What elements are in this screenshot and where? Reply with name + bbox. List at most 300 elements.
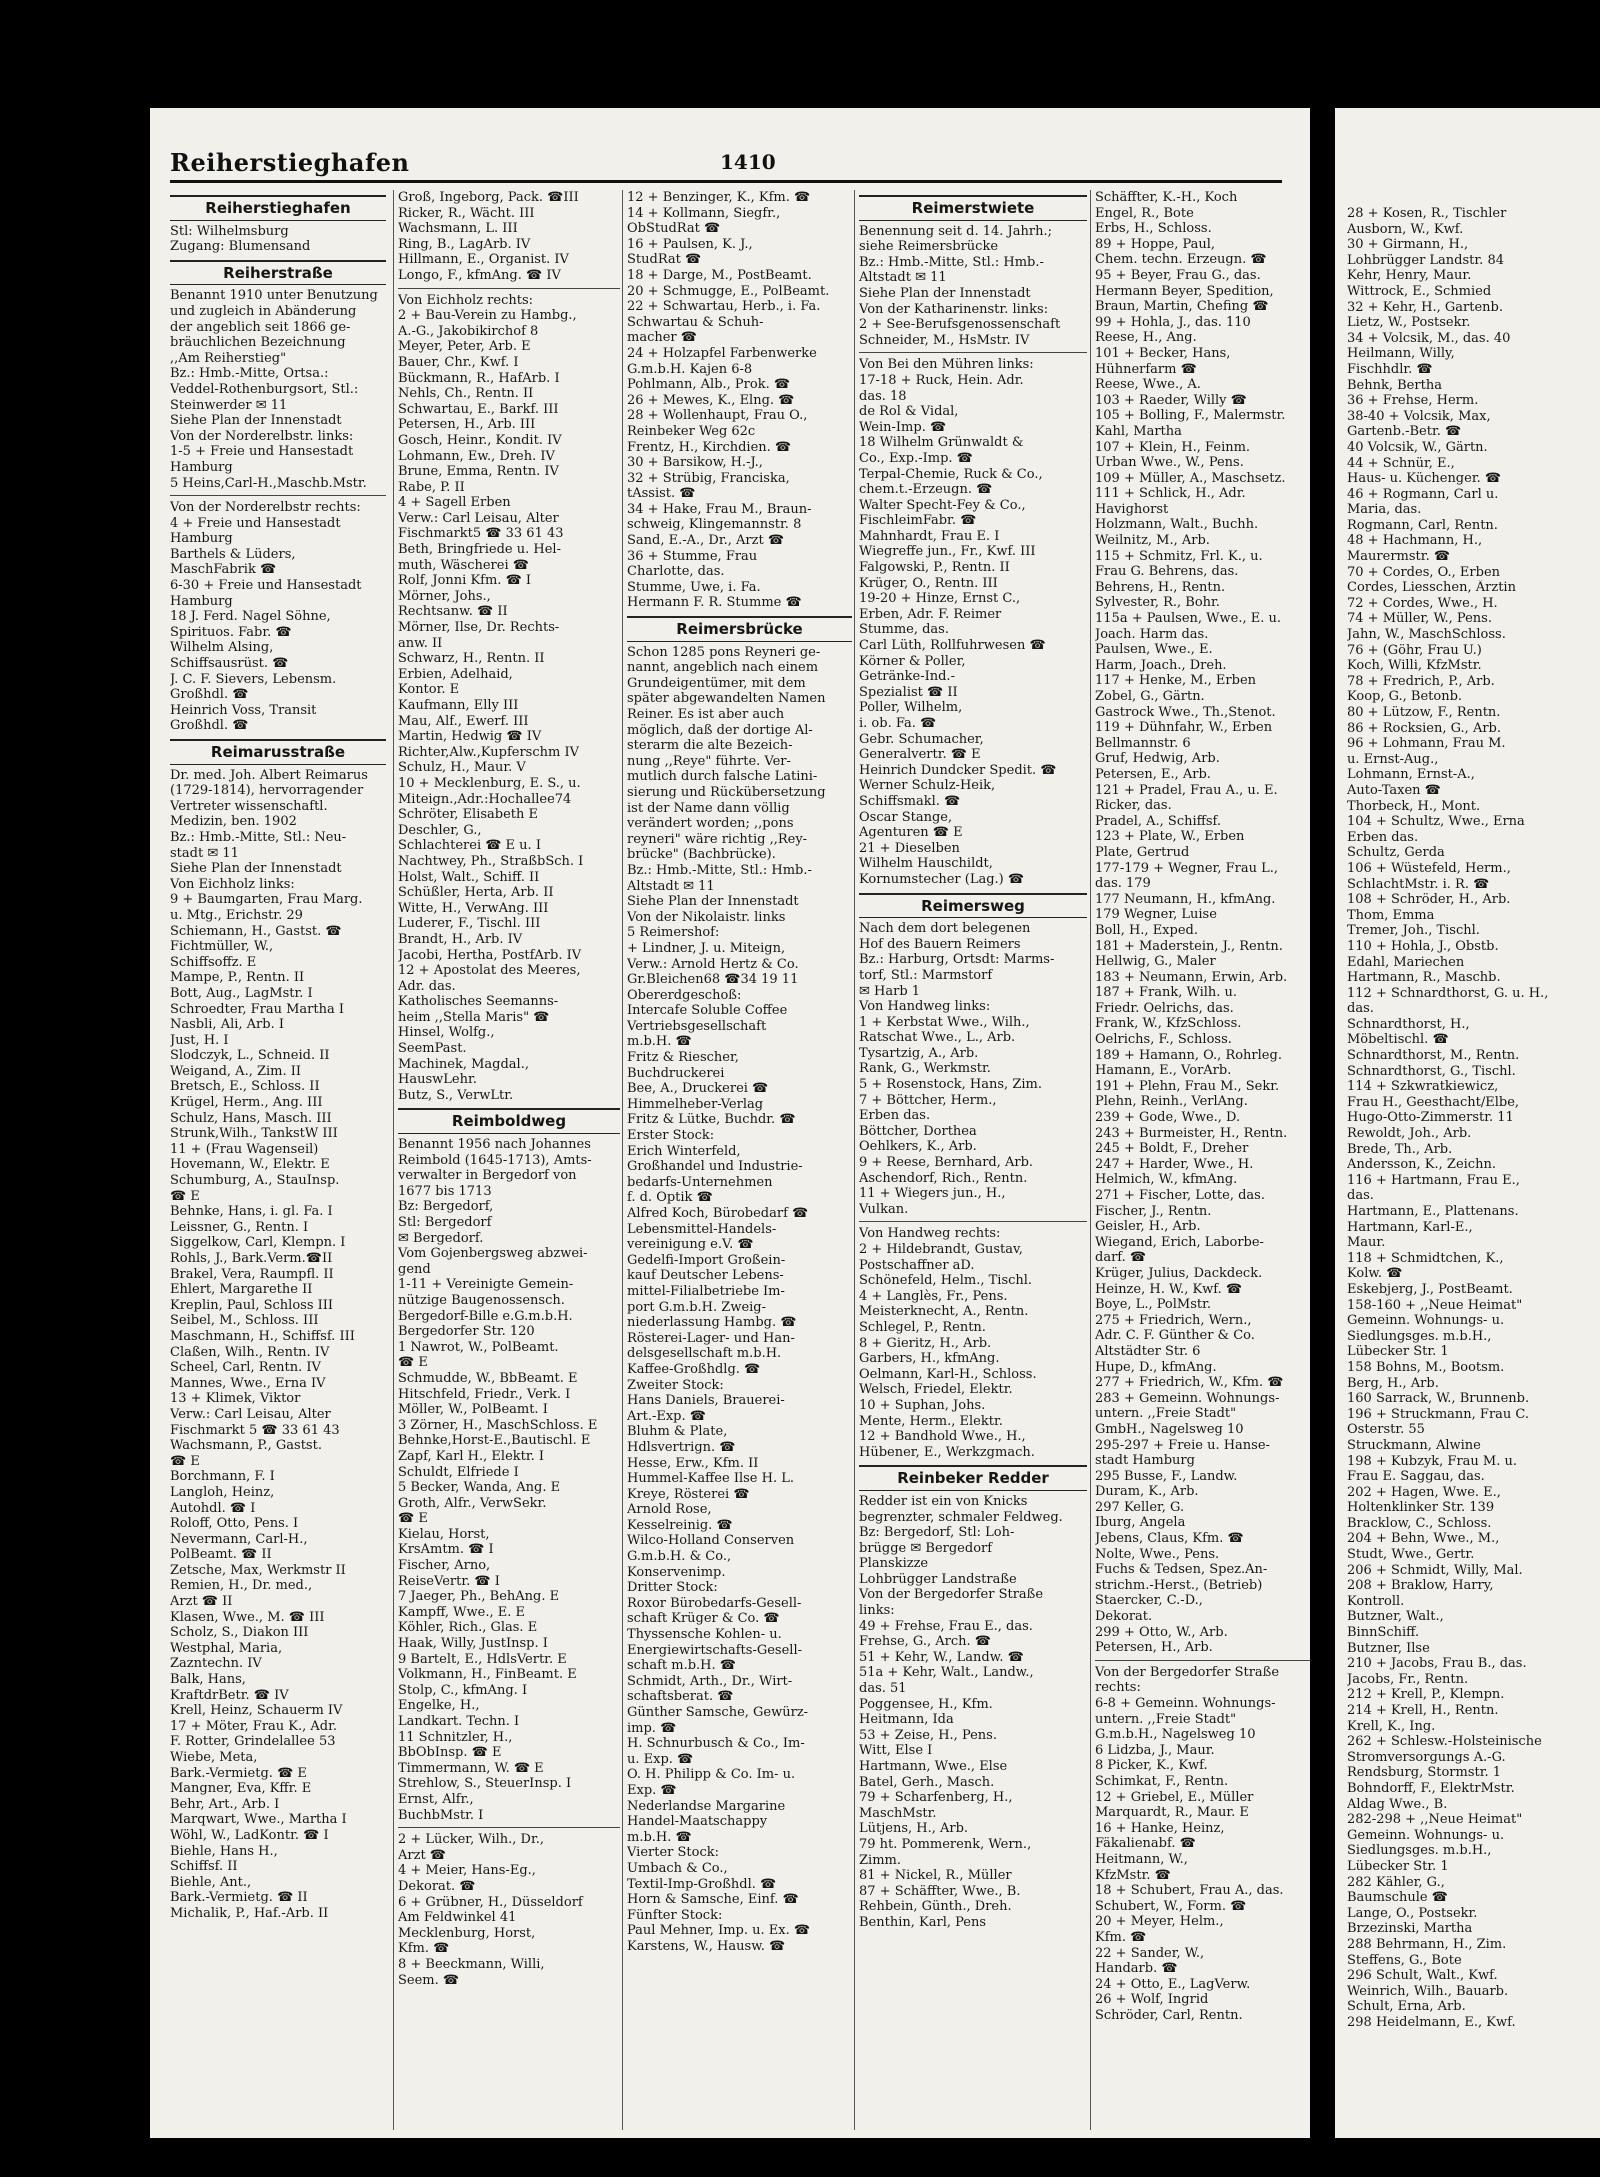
- entry-line: 9 + Baumgarten, Frau Marg.: [170, 892, 363, 908]
- entry-line: Umbach & Co.,: [627, 1860, 728, 1876]
- entry-line: Carl Lüth, Rollfuhrwesen ☎: [859, 638, 1046, 654]
- entry-line: Stromversorgungs A.-G.: [1347, 1749, 1506, 1765]
- entry-line: 78 + Fredrich, P., Arb.: [1347, 673, 1495, 689]
- entry-line: 297 Keller, G.: [1095, 1499, 1185, 1515]
- entry-line: 262 + Schlesw.-Holsteinische: [1347, 1734, 1542, 1750]
- entry-line: Lange, O., Postsekr.: [1347, 1905, 1478, 1921]
- entry-line: Von Bei den Mühren links:: [859, 357, 1034, 373]
- entry-line: Mau, Alf., Ewerf. III: [398, 713, 529, 729]
- entry-line: 20 + Schmugge, E., PolBeamt.: [627, 283, 830, 299]
- entry-line: PolBeamt. ☎ II: [170, 1547, 272, 1563]
- entry-line: Machinek, Magdal.,: [398, 1056, 529, 1072]
- entry-line: Veddel-Rothenburgsort, Stl.:: [170, 381, 359, 397]
- entry-line: Richter,Alw.,Kupferschm IV: [398, 744, 579, 760]
- entry-line: KraftdrBetr. ☎ IV: [170, 1687, 289, 1703]
- entry-line: 4 + Meier, Hans-Eg.,: [398, 1863, 536, 1879]
- entry-line: Bz.: Harburg, Ortsdt: Marms-: [859, 952, 1055, 968]
- entry-line: Remien, H., Dr. med.,: [170, 1578, 313, 1594]
- entry-line: 275 + Friedrich, Wern.,: [1095, 1312, 1252, 1328]
- entry-line: 6-30 + Freie und Hansestadt: [170, 578, 362, 594]
- entry-line: 2 + Lücker, Wilh., Dr.,: [398, 1832, 545, 1848]
- entry-line: Möller, W., PolBeamt. I: [398, 1402, 548, 1418]
- entry-line: Koch, Willi, KfzMstr.: [1347, 658, 1482, 674]
- entry-line: Schwartau & Schuh-: [627, 314, 764, 330]
- entry-line: Aldag Wwe., B.: [1347, 1796, 1448, 1812]
- entry-line: A.-G., Jakobikirchof 8: [398, 323, 539, 339]
- entry-line: Schubert, W., Form. ☎: [1095, 1898, 1247, 1914]
- entry-line: Hartmann, Wwe., Else: [859, 1759, 1008, 1774]
- entry-line: Sylvester, R., Bohr.: [1095, 595, 1220, 611]
- entry-line: Mampe, P., Rentn. II: [170, 970, 305, 986]
- entry-line: 112 + Schnardthorst, G. u. H.,: [1347, 985, 1549, 1001]
- entry-line: Holst, Walt., Schiff. II: [398, 869, 540, 885]
- entry-line: Steinwerder ✉ 11: [170, 397, 288, 413]
- entry-line: Kfm. ☎: [1095, 1929, 1147, 1945]
- entry-line: Steffens, G., Bote: [1347, 1952, 1462, 1968]
- entry-line: Pradel, A., Schiffsf.: [1095, 813, 1222, 829]
- entry-line: nung ,,Reye" führte. Ver-: [627, 753, 791, 769]
- entry-line: 111 + Schlick, H., Adr.: [1095, 486, 1246, 502]
- entry-line: 179 Wegner, Luise: [1095, 907, 1217, 923]
- entry-line: Gruf, Hedwig, Arb.: [1095, 751, 1220, 767]
- entry-line: 245 + Boldt, F., Dreher: [1095, 1141, 1249, 1157]
- entry-line: Schon 1285 pons Reyneri ge-: [627, 644, 821, 660]
- entry-line: Holzmann, Walt., Buchh.: [1095, 517, 1259, 533]
- entry-line: 5 + Rosenstock, Hans, Zim.: [859, 1077, 1042, 1093]
- entry-line: brügge ✉ Bergedorf: [859, 1540, 993, 1556]
- entry-line: Scholz, S., Diakon III: [170, 1625, 309, 1641]
- entry-line: 282 Kähler, G.,: [1347, 1874, 1445, 1890]
- section-divider: [1095, 1660, 1310, 1661]
- entry-line: Groß, Ingeborg, Pack. ☎III: [398, 190, 579, 205]
- entry-line: verändert worden; ,,pons: [627, 816, 794, 832]
- section-divider: [859, 1221, 1087, 1222]
- entry-line: 30 + Barsikow, H.-J.,: [627, 455, 763, 471]
- entry-line: Ratschat Wwe., L., Arb.: [859, 1030, 1016, 1046]
- entry-line: 2 + See-Berufsgenossenschaft: [859, 317, 1061, 333]
- section-divider: [398, 1827, 620, 1828]
- entry-line: Brede, Th., Arb.: [1347, 1141, 1453, 1157]
- entry-line: Krüger, Julius, Dackdeck.: [1095, 1265, 1263, 1281]
- entry-line: Großhandel und Industrie-: [627, 1159, 803, 1175]
- entry-line: Wiegand, Erich, Laborbe-: [1095, 1234, 1264, 1250]
- entry-line: 22 + Sander, W.,: [1095, 1945, 1205, 1961]
- entry-line: Urban Wwe., W., Pens.: [1095, 455, 1244, 471]
- entry-line: Obererdgeschoß:: [627, 987, 742, 1003]
- entry-line: Westphal, Maria,: [170, 1640, 283, 1656]
- entry-line: Schröder, Carl, Rentn.: [1095, 2007, 1243, 2023]
- entry-line: Benennung seit d. 14. Jahrh.;: [859, 223, 1052, 239]
- entry-line: Benthin, Karl, Pens: [859, 1914, 987, 1930]
- entry-line: 18 + Schubert, Frau A., das.: [1095, 1883, 1284, 1899]
- entry-line: Luderer, F., Tischl. III: [398, 916, 541, 932]
- entry-line: Bz: Bergedorf,: [398, 1199, 494, 1215]
- entry-line: Mörner, Ilse, Dr. Rechts-: [398, 620, 560, 636]
- entry-line: Iburg, Angela: [1095, 1515, 1186, 1531]
- page-number: 1410: [720, 150, 776, 174]
- entry-line: Marquardt, R., Maur. E: [1095, 1805, 1249, 1821]
- entry-line: Bz: Bergedorf, Stl: Loh-: [859, 1525, 1015, 1541]
- entry-line: Staercker, C.-D.,: [1095, 1593, 1203, 1609]
- entry-line: Brakel, Vera, Raumpfl. II: [170, 1266, 334, 1282]
- entry-line: Auto-Taxen ☎: [1347, 782, 1441, 798]
- entry-line: Hesse, Erw., Kfm. II: [627, 1455, 759, 1471]
- entry-line: 1 Nawrot, W., PolBeamt.: [398, 1339, 559, 1355]
- entry-line: 30 + Girmann, H.,: [1347, 237, 1469, 253]
- entry-line: 36 + Stumme, Frau: [627, 548, 758, 564]
- entry-line: Schiemann, H., Gastst. ☎: [170, 923, 342, 939]
- entry-line: Autohdl. ☎ I: [170, 1500, 256, 1516]
- entry-line: schaft m.b.H. ☎: [627, 1658, 736, 1674]
- entry-line: Kornumstecher (Lag.) ☎: [859, 871, 1025, 887]
- entry-line: 2 + Bau-Verein zu Hambg.,: [398, 308, 577, 324]
- entry-line: Konservenimp.: [627, 1564, 726, 1580]
- entry-line: Brune, Emma, Rentn. IV: [398, 464, 559, 480]
- entry-line: Schnardthorst, G., Tischl.: [1347, 1063, 1516, 1079]
- entry-line: ☎ E: [170, 1453, 200, 1469]
- entry-line: Von Eichholz rechts:: [398, 292, 534, 308]
- entry-line: Agenturen ☎ E: [859, 825, 963, 841]
- entry-line: SchlachtMstr. i. R. ☎: [1347, 876, 1490, 892]
- entry-line: Langloh, Heinz,: [170, 1484, 275, 1500]
- entry-line: Witte, H., VerwAng. III: [398, 900, 549, 916]
- entry-line: Maschmann, H., Schiffsf. III: [170, 1328, 355, 1344]
- street-heading: Reimboldweg: [398, 1108, 620, 1134]
- entry-line: Heitmann, W.,: [1095, 1851, 1188, 1867]
- section-divider: [859, 352, 1087, 353]
- entry-line: 101 + Becker, Hans,: [1095, 345, 1231, 361]
- entry-line: Batel, Gerh., Masch.: [859, 1774, 995, 1790]
- entry-line: Plate, Gertrud: [1095, 844, 1190, 860]
- entry-line: das. 51: [859, 1681, 907, 1697]
- entry-line: Aschendorf, Rich., Rentn.: [859, 1170, 1028, 1186]
- entry-line: Gartenb.-Betr. ☎: [1347, 424, 1462, 440]
- entry-line: 79 ht. Pommerenk, Wern.,: [859, 1836, 1032, 1852]
- entry-line: Von der Nikolaistr. links: [627, 909, 786, 925]
- entry-line: Meyer, Peter, Arb. E: [398, 339, 531, 355]
- entry-line: Engelke, H.,: [398, 1698, 480, 1714]
- entry-line: u. Mtg., Erichstr. 29: [170, 907, 303, 923]
- entry-line: Hamburg: [170, 459, 233, 475]
- entry-line: Fritz & Riescher,: [627, 1050, 739, 1066]
- entry-line: 24 + Otto, E., LagVerw.: [1095, 1976, 1251, 1992]
- entry-line: Weilnitz, M., Arb.: [1095, 533, 1210, 549]
- entry-line: Schiffsmakl. ☎: [859, 793, 961, 809]
- entry-line: StudRat ☎: [627, 252, 702, 268]
- entry-line: Leissner, G., Rentn. I: [170, 1219, 309, 1235]
- entry-line: ReiseVertr. ☎ I: [398, 1573, 500, 1589]
- entry-line: Stumme, das.: [859, 622, 949, 638]
- entry-line: Andersson, K., Zeichn.: [1347, 1157, 1496, 1173]
- entry-line: H. Schnurbusch & Co., Im-: [627, 1736, 805, 1752]
- entry-line: Energiewirtschafts-Gesell-: [627, 1642, 802, 1658]
- entry-line: Hermann Beyer, Spedition,: [1095, 283, 1274, 299]
- entry-line: Bracklow, C., Schloss.: [1347, 1515, 1492, 1531]
- entry-line: 105 + Bolling, F., Malermstr.: [1095, 408, 1286, 424]
- entry-line: Planskizze: [859, 1556, 929, 1572]
- entry-line: Duram, K., Arb.: [1095, 1484, 1199, 1500]
- entry-line: Bz.: Hmb.-Mitte, Ortsa.:: [170, 366, 329, 382]
- entry-line: 10 + Mecklenburg, E. S., u.: [398, 775, 581, 791]
- entry-line: Biehle, Ant.,: [170, 1874, 252, 1890]
- entry-line: kauf Deutscher Lebens-: [627, 1268, 784, 1284]
- entry-line: Erben das.: [1347, 829, 1419, 845]
- entry-line: Marqwart, Wwe., Martha I: [170, 1812, 347, 1828]
- entry-line: Fischmarkt 5 ☎ 33 61 43: [170, 1422, 340, 1438]
- entry-line: Hdlsvertrign. ☎: [627, 1439, 736, 1455]
- entry-line: Zetsche, Max, Werkmstr II: [170, 1562, 346, 1578]
- entry-line: Schuldt, Elfriede I: [398, 1464, 519, 1480]
- entry-line: Adr. das.: [398, 978, 456, 994]
- entry-line: 117 + Henke, M., Erben: [1095, 673, 1257, 689]
- entry-line: Fäkalienabf. ☎: [1095, 1836, 1196, 1852]
- entry-line: 12 + Apostolat des Meeres,: [398, 963, 581, 979]
- entry-line: Friedr. Oelrichs, das.: [1095, 1000, 1234, 1016]
- entry-line: Rank, G., Werkmstr.: [859, 1061, 991, 1077]
- entry-line: Butz, S., VerwLtr.: [398, 1087, 514, 1103]
- entry-line: 121 + Pradel, Frau A., u. E.: [1095, 782, 1278, 798]
- entry-line: Adr. C. F. Günther & Co.: [1095, 1328, 1255, 1344]
- entry-line: 187 + Frank, Wilh. u.: [1095, 985, 1238, 1001]
- entry-line: nannt, angeblich nach einem: [627, 660, 819, 676]
- entry-line: Wilco-Holland Conserven: [627, 1533, 795, 1549]
- entry-line: 36 + Frehse, Herm.: [1347, 393, 1479, 409]
- entry-line: Schwarz, H., Rentn. II: [398, 651, 545, 667]
- entry-line: Werner Schulz-Heik,: [859, 778, 996, 794]
- entry-line: Schulz, H., Maur. V: [398, 760, 526, 776]
- entry-line: Spirituos. Fabr. ☎: [170, 624, 292, 640]
- entry-line: Körner & Poller,: [859, 653, 966, 669]
- entry-line: Kontor. E: [398, 682, 460, 698]
- entry-line: 277 + Friedrich, W., Kfm. ☎: [1095, 1375, 1284, 1391]
- entry-line: Reinbeker Weg 62c: [627, 423, 756, 439]
- entry-line: torf, Stl.: Marmstorf: [859, 967, 993, 983]
- entry-line: Timmermann, W. ☎ E: [398, 1760, 544, 1776]
- entry-line: Jahn, W., MaschSchloss.: [1347, 627, 1506, 643]
- entry-line: Stl: Wilhelmsburg: [170, 223, 289, 239]
- entry-line: Dekorat.: [1095, 1609, 1153, 1625]
- entry-line: 282-298 + ,,Neue Heimat": [1347, 1812, 1523, 1828]
- entry-line: Thorbeck, H., Mont.: [1347, 798, 1481, 814]
- entry-line: Art.-Exp. ☎: [627, 1408, 706, 1424]
- entry-line: u. Exp. ☎: [627, 1751, 694, 1767]
- entry-line: Bark.-Vermietg. ☎ E: [170, 1765, 307, 1781]
- entry-line: der angeblich seit 1866 ge-: [170, 319, 351, 335]
- entry-line: Strehlow, S., SteuerInsp. I: [398, 1776, 572, 1792]
- entry-line: 80 + Lützow, F., Rentn.: [1347, 705, 1501, 720]
- entry-line: nützige Baugenossensch.: [398, 1292, 565, 1308]
- entry-line: Verw.: Carl Leisau, Alter: [398, 510, 559, 526]
- entry-line: Ricker, R., Wächt. III: [398, 205, 535, 221]
- entry-line: Eskebjerg, J., PostBeamt.: [1347, 1281, 1513, 1297]
- entry-line: anw. II: [398, 635, 443, 651]
- entry-line: 104 + Schultz, Wwe., Erna: [1347, 814, 1525, 830]
- entry-line: port G.m.b.H. Zweig-: [627, 1299, 767, 1315]
- entry-line: bräuchlichen Bezeichnung: [170, 335, 346, 351]
- entry-line: delsgesellschaft m.b.H.: [627, 1346, 782, 1362]
- entry-line: Medizin, ben. 1902: [170, 814, 297, 830]
- entry-line: Tremer, Joh., Tischl.: [1347, 923, 1480, 939]
- entry-line: Chem. techn. Erzeugn. ☎: [1095, 252, 1267, 268]
- street-heading: Reiherstraße: [170, 260, 386, 286]
- entry-line: Wachsmann, P., Gastst.: [170, 1438, 322, 1454]
- entry-line: begrenzter, schmaler Feldweg.: [859, 1509, 1063, 1525]
- entry-line: 10 + Suphan, Johs.: [859, 1397, 986, 1413]
- entry-line: Cordes, Liesschen, Ärztin: [1347, 580, 1516, 596]
- entry-line: ObStudRat ☎: [627, 221, 721, 237]
- entry-line: 115a + Paulsen, Wwe., E. u.: [1095, 611, 1282, 627]
- entry-line: bedarfs-Unternehmen: [627, 1174, 773, 1190]
- entry-line: Benannt 1956 nach Johannes: [398, 1137, 591, 1153]
- entry-line: Mecklenburg, Horst,: [398, 1925, 536, 1941]
- entry-line: Altstadt ✉ 11: [859, 270, 947, 286]
- entry-line: Vom Gojenbergsweg abzwei-: [398, 1246, 588, 1262]
- entry-line: Reese, Wwe., A.: [1095, 377, 1201, 393]
- entry-line: 11 + Wiegers jun., H.,: [859, 1186, 1006, 1202]
- entry-line: 51 + Kehr, W., Landw. ☎: [859, 1649, 1024, 1665]
- entry-line: Kontroll.: [1347, 1593, 1405, 1609]
- entry-line: vereinigung e.V. ☎: [627, 1237, 754, 1253]
- street-heading: Reimerstwiete: [859, 195, 1087, 221]
- entry-line: Generalvertr. ☎ E: [859, 747, 981, 763]
- entry-line: Altstädter Str. 6: [1095, 1343, 1201, 1359]
- entry-line: Petersen, E., Arb.: [1095, 766, 1211, 782]
- page-header: [170, 148, 1282, 183]
- entry-line: Bott, Aug., LagMstr. I: [170, 985, 313, 1001]
- entry-line: Schlachterei ☎ E u. I: [398, 838, 541, 854]
- entry-line: Bz.: Hmb.-Mitte, Stl.: Neu-: [170, 829, 347, 845]
- entry-line: Bz.: Hmb.-Mitte, Stl.: Hmb.-: [859, 254, 1044, 270]
- entry-line: ,,Am Reiherstieg": [170, 350, 287, 366]
- entry-line: Butzner, Walt.,: [1347, 1609, 1444, 1625]
- entry-line: 18 J. Ferd. Nagel Söhne,: [170, 609, 331, 625]
- entry-line: Getränke-Ind.-: [859, 669, 955, 685]
- entry-line: mutlich durch falsche Latini-: [627, 769, 818, 785]
- entry-line: Rabe, P. II: [398, 479, 465, 495]
- entry-line: Hartmann, R., Maschb.: [1347, 970, 1501, 986]
- entry-line: Helmich, W., kfmAng.: [1095, 1172, 1238, 1188]
- entry-line: Reiner. Es ist aber auch: [627, 707, 785, 722]
- entry-line: 6-8 + Gemeinn. Wohnungs-: [1095, 1696, 1276, 1711]
- entry-line: G.m.b.H. & Co.,: [627, 1549, 732, 1565]
- entry-line: Jacobs, Fr., Rentn.: [1347, 1671, 1469, 1687]
- entry-line: Bz.: Hmb.-Mitte, Stl.: Hmb.-: [627, 862, 812, 878]
- entry-line: sierung und Rückübersetzung: [627, 784, 826, 800]
- entry-line: Poggensee, H., Kfm.: [859, 1696, 993, 1712]
- entry-line: Brandt, H., Arb. IV: [398, 931, 523, 947]
- entry-line: Gemeinn. Wohnungs- u.: [1347, 1313, 1505, 1329]
- entry-line: Paulsen, Wwe., E.: [1095, 642, 1213, 658]
- entry-line: Reese, H., Ang.: [1095, 330, 1197, 346]
- entry-line: 5 Heins,Carl-H.,Maschb.Mstr.: [170, 475, 367, 491]
- entry-line: Horn & Samsche, Einf. ☎: [627, 1892, 799, 1908]
- entry-line: schaft Krüger & Co. ☎: [627, 1611, 780, 1627]
- entry-line: 22 + Schwartau, Herb., i. Fa.: [627, 299, 821, 315]
- entry-line: 28 + Wollenhaupt, Frau O.,: [627, 408, 808, 424]
- entry-line: Heitmann, Ida: [859, 1712, 954, 1728]
- entry-line: Krell, K., Ing.: [1347, 1718, 1436, 1734]
- entry-line: 53 + Zeise, H., Pens.: [859, 1727, 997, 1743]
- entry-line: Schäffter, K.-H., Koch: [1095, 190, 1238, 205]
- entry-line: 298 Heidelmann, E., Kwf.: [1347, 2014, 1516, 2030]
- entry-line: Edahl, Mariechen: [1347, 954, 1465, 970]
- entry-line: sterarm die alte Bezeich-: [627, 738, 793, 754]
- entry-line: HauswLehr.: [398, 1072, 477, 1088]
- entry-line: Gebr. Schumacher,: [859, 731, 984, 747]
- entry-line: Boll, H., Exped.: [1095, 922, 1198, 938]
- entry-line: Schiffsoffz. E: [170, 954, 257, 970]
- entry-line: 116 + Hartmann, Frau E.,: [1347, 1172, 1520, 1188]
- entry-line: 16 + Hanke, Heinz,: [1095, 1820, 1225, 1836]
- entry-line: Zugang: Blumensand: [170, 239, 311, 255]
- entry-line: BuchbMstr. I: [398, 1807, 484, 1823]
- entry-line: m.b.H. ☎: [627, 1034, 692, 1050]
- entry-line: Walter Specht-Fey & Co.,: [859, 497, 1026, 513]
- entry-line: Vierter Stock:: [627, 1845, 719, 1861]
- entry-line: Von Handweg rechts:: [859, 1226, 1001, 1242]
- entry-line: Hovemann, W., Elektr. E: [170, 1157, 330, 1173]
- entry-line: 18 Wilhelm Grünwaldt &: [859, 435, 1024, 451]
- entry-line: Ehlert, Margarethe II: [170, 1282, 313, 1298]
- entry-line: Hans Daniels, Brauerei-: [627, 1393, 785, 1409]
- entry-line: 210 + Jacobs, Frau B., das.: [1347, 1656, 1527, 1672]
- entry-line: 89 + Hoppe, Paul,: [1095, 236, 1216, 252]
- entry-line: Wöhl, W., LadKontr. ☎ I: [170, 1827, 329, 1843]
- entry-line: Wiegreffe jun., Fr., Kwf. III: [859, 544, 1036, 560]
- entry-line: möglich, daß der dortige Al-: [627, 722, 813, 738]
- entry-line: Lohbrügger Landstr. 84: [1347, 252, 1504, 268]
- entry-line: 202 + Hagen, Wwe. E.,: [1347, 1484, 1501, 1500]
- entry-line: Wittrock, E., Schmied: [1347, 283, 1492, 299]
- entry-line: Dritter Stock:: [627, 1580, 718, 1596]
- entry-line: 76 + (Göhr, Frau U.): [1347, 642, 1482, 658]
- entry-line: ✉ Bergedorf.: [398, 1230, 484, 1246]
- entry-line: Bretsch, E., Schloss. II: [170, 1079, 320, 1095]
- entry-line: Erich Winterfeld,: [627, 1143, 741, 1159]
- entry-line: 1 + Kerbstat Wwe., Wilh.,: [859, 1014, 1030, 1030]
- entry-line: Rösterei-Lager- und Han-: [627, 1330, 795, 1346]
- entry-line: Bückmann, R., HafArb. I: [398, 370, 560, 386]
- entry-line: Thom, Emma: [1347, 907, 1435, 923]
- entry-line: 108 + Schröder, H., Arb.: [1347, 892, 1511, 908]
- entry-line: Fritz & Lütke, Buchdr. ☎: [627, 1112, 796, 1128]
- entry-line: Schult, Erna, Arb.: [1347, 1999, 1466, 2015]
- entry-line: Fischhdlr. ☎: [1347, 361, 1433, 377]
- entry-line: Intercafe Soluble Coffee: [627, 1003, 788, 1019]
- entry-line: f. d. Optik ☎: [627, 1190, 713, 1206]
- entry-line: Behnk, Bertha: [1347, 377, 1442, 393]
- entry-line: Pohlmann, Alb., Prok. ☎: [627, 377, 791, 393]
- entry-line: 8 + Beeckmann, Willi,: [398, 1956, 545, 1972]
- entry-line: Biehle, Hans H.,: [170, 1843, 278, 1859]
- entry-line: Fuchs & Tedsen, Spez.An-: [1095, 1562, 1268, 1578]
- entry-line: Plehn, Reinh., VerlAng.: [1095, 1094, 1248, 1110]
- entry-line: Schröter, Elisabeth E: [398, 807, 539, 823]
- entry-line: 81 + Nickel, R., Müller: [859, 1868, 1012, 1884]
- entry-line: Hupe, D., kfmAng.: [1095, 1359, 1217, 1375]
- entry-line: Studt, Wwe., Gertr.: [1347, 1547, 1475, 1563]
- entry-line: 19-20 + Hinze, Ernst C.,: [859, 591, 1021, 607]
- entry-line: 191 + Plehn, Frau M., Sekr.: [1095, 1078, 1280, 1094]
- entry-line: Nach dem dort belegenen: [859, 921, 1031, 937]
- entry-line: Stl: Bergedorf: [398, 1215, 492, 1230]
- entry-line: Fischmarkt5 ☎ 33 61 43: [398, 526, 564, 542]
- entry-line: 14 + Kollmann, Siegfr.,: [627, 205, 781, 221]
- entry-line: Redder ist ein von Knicks: [859, 1493, 1028, 1509]
- entry-line: Gedelfi-Import Großein-: [627, 1252, 786, 1268]
- entry-line: Dr. med. Joh. Albert Reimarus: [170, 767, 368, 783]
- entry-line: Welsch, Friedel, Elektr.: [859, 1382, 1013, 1398]
